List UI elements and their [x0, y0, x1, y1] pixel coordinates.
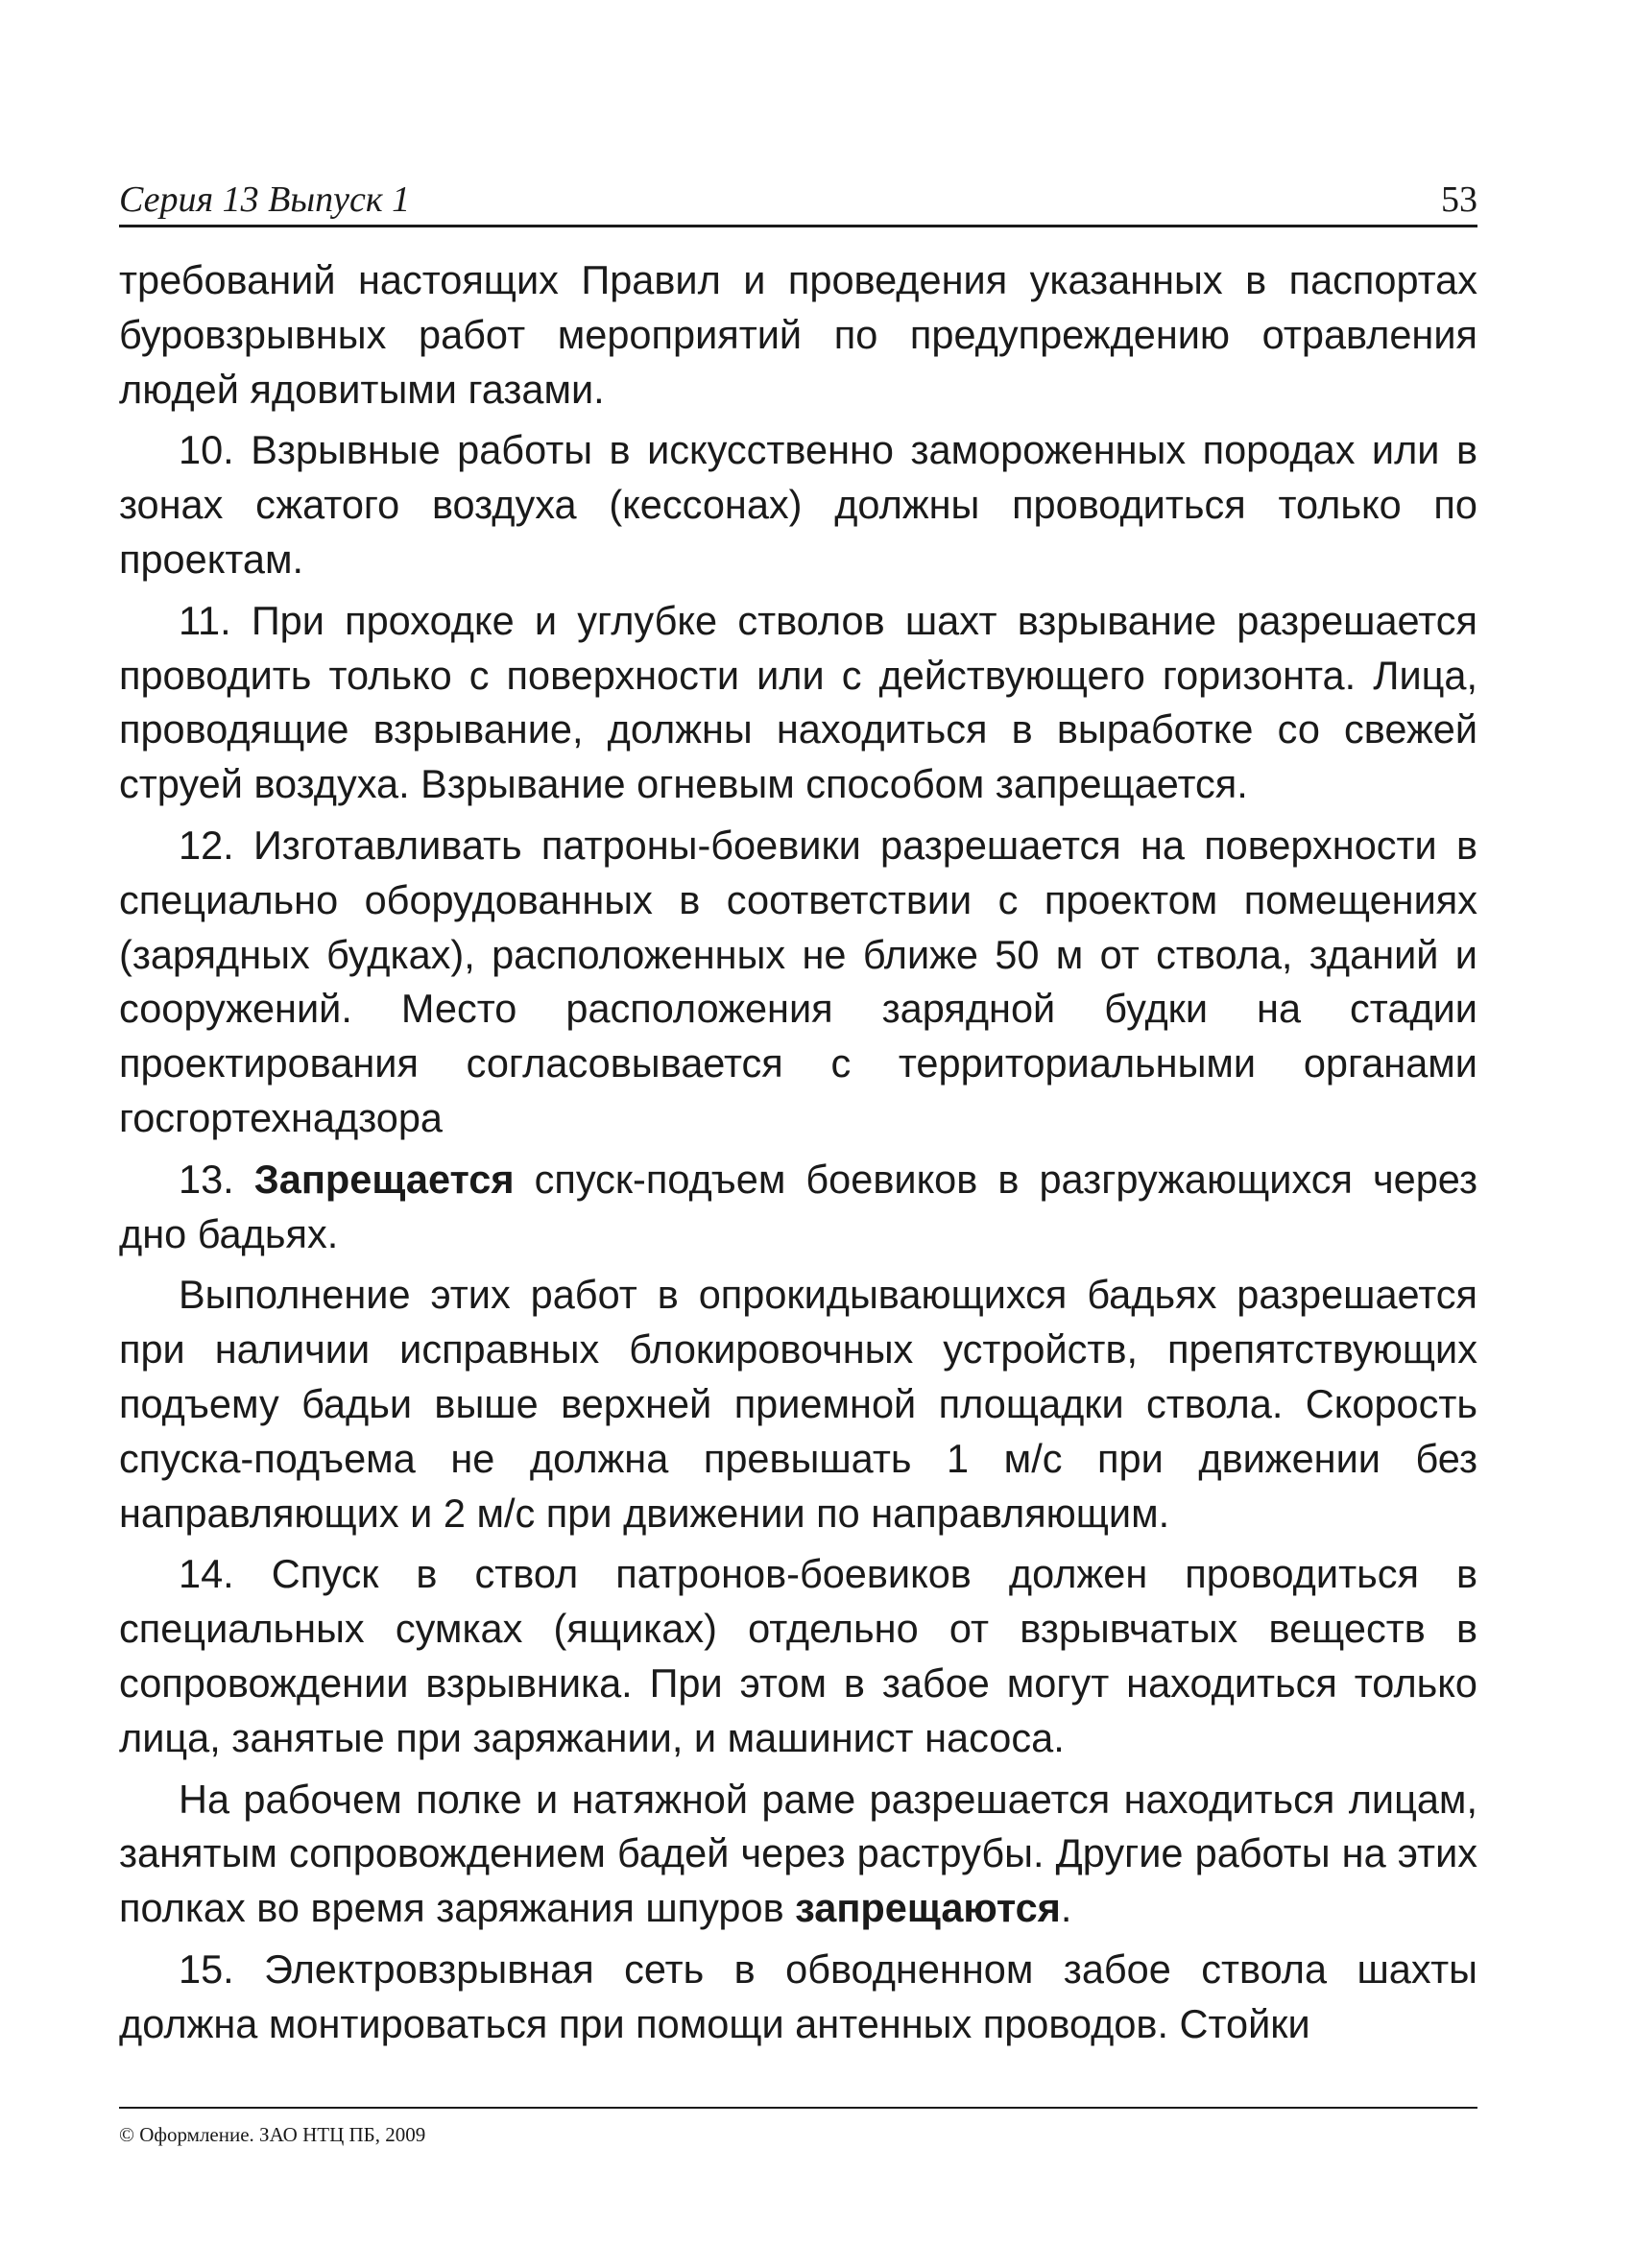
paragraph-10: [119, 423, 1477, 586]
page-number: 53: [1441, 179, 1477, 220]
bold-keyword: запрещаются: [795, 1885, 1061, 1931]
paragraph-text: Взрывные работы в искусственно замороженных породах или в зонах сжатого воздуха (кессонах) должны проводиться только по проектам.: [119, 427, 1478, 582]
paragraph-number: 12.: [179, 822, 234, 868]
paragraph-text: Выполнение этих работ в опрокидывающихся бадьях разрешается при наличии исправных блокировочных устройств, препятствующих подъему бадьи выше верхней приемной площадки ствола. Скорость спуска-подъема не должна превышать 1 м/с при движении без направляющих и 2 м/с при движении по направляющим.: [119, 1272, 1477, 1536]
paragraph-13-continuation: [119, 1268, 1477, 1540]
footer-copyright: © Оформление. ЗАО НТЦ ПБ, 2009: [119, 2107, 1477, 2147]
paragraph-text: На рабочем полке и натяжной раме разрешается находиться лицам, занятым сопровождением бадей через раструбы. Другие работы на этих полках во время заряжания шпуров: [119, 1776, 1477, 1931]
paragraph-12: [119, 819, 1477, 1146]
paragraph-11: [119, 594, 1477, 812]
paragraph-text: требований настоящих Правил и проведения указанных в паспортах буровзрывных работ мероприятий по предупреждению отравления людей ядовитыми газами.: [119, 257, 1477, 412]
paragraph-14: [119, 1547, 1477, 1765]
paragraph-14-continuation: [119, 1773, 1477, 1936]
paragraph-text: спуск-подъем боевиков в разгружающихся через дно бадьях.: [119, 1156, 1477, 1256]
body-text: [119, 253, 1477, 2052]
paragraph-text: Изготавливать патроны-боевики разрешается на поверхности в специально оборудованных в соответствии с проектом помещениях (зарядных будках), расположенных не ближе 50 м от ствола, зданий и сооружений. Место расположения зарядной будки на стадии проектирования согласовывается с территориальными органами госгортехнадзора: [119, 822, 1477, 1140]
bold-keyword: Запрещается: [253, 1156, 515, 1202]
paragraph-number: 11.: [179, 597, 231, 643]
paragraph-number: 15.: [179, 1946, 234, 1992]
paragraph-text: Спуск в ствол патронов-боевиков должен проводиться в специальных сумках (ящиках) отдельно от взрывчатых веществ в сопровождении взрывника. При этом в забое могут находиться только лица, занятые при заряжании, и машинист насоса.: [119, 1551, 1478, 1760]
paragraph-text: При проходке и углубке стволов шахт взрывание разрешается проводить только с поверхности или с действующего горизонта. Лица, проводящие взрывание, должны находиться в выработке со свежей струей воздуха. Взрывание огневым способом запрещается.: [119, 597, 1477, 807]
running-head: [119, 179, 1477, 227]
period-mark: .: [1060, 1885, 1072, 1931]
paragraph-13: [119, 1153, 1477, 1262]
paragraph-number: 14.: [179, 1551, 234, 1597]
paragraph-number: 10.: [179, 427, 234, 473]
paragraph-number: 13.: [179, 1156, 234, 1202]
paragraph-text: Электровзрывная сеть в обводненном забое ствола шахты должна монтироваться при помощи антенных проводов. Стойки: [119, 1946, 1477, 2046]
paragraph-continuation: [119, 253, 1477, 417]
paragraph-15: [119, 1943, 1477, 2052]
series-title: Серия 13 Выпуск 1: [119, 179, 411, 220]
